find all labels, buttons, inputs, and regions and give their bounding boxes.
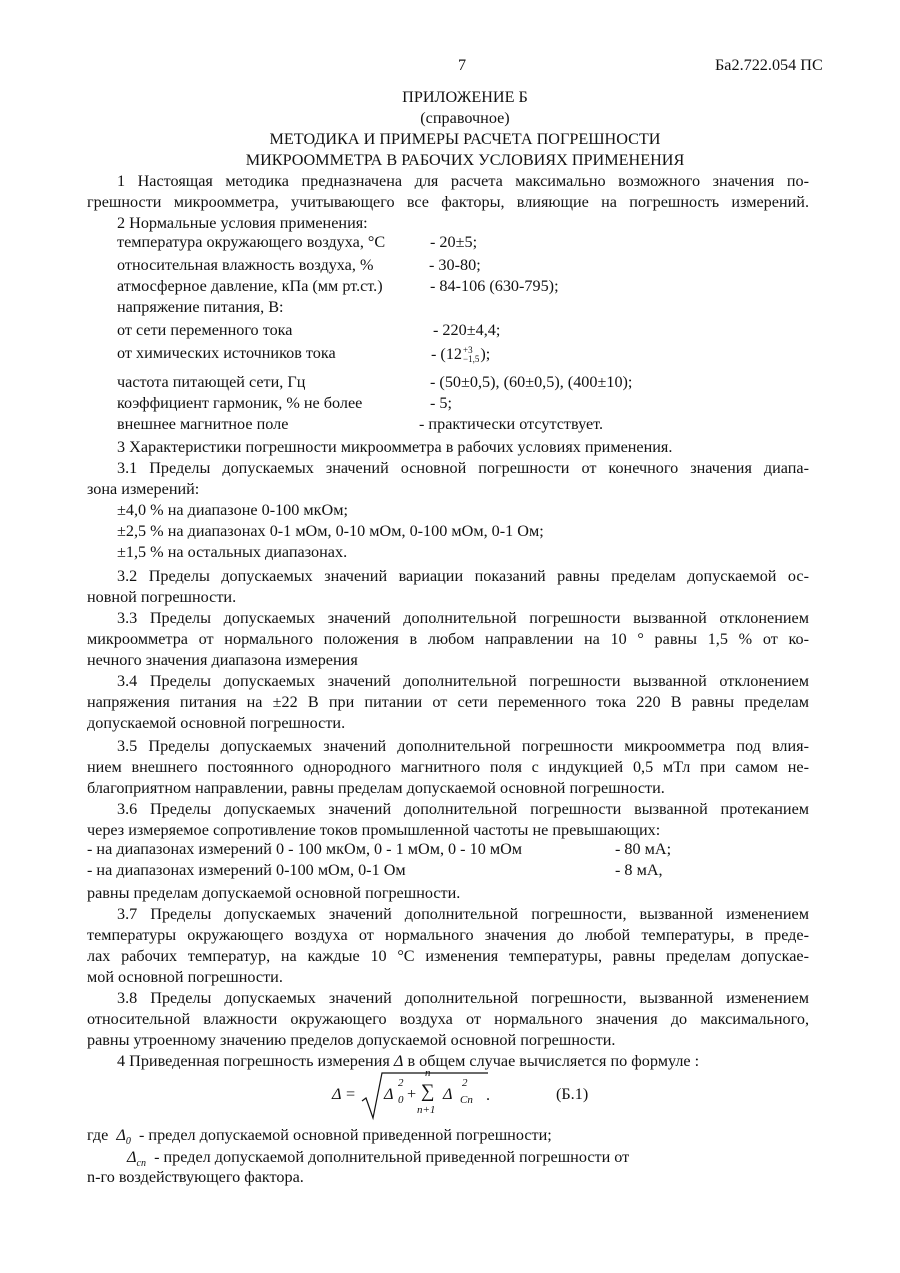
- para-3-6-line-1: 3.6 Пределы допускаемых значений дополнительной погрешности вызванной протеканием: [117, 800, 809, 818]
- condition-value: - 220±4,4;: [433, 321, 501, 339]
- sum-upper-limit: n: [425, 1067, 431, 1079]
- para-4-intro-text: 4 Приведенная погрешность измерения: [117, 1052, 394, 1070]
- para-3-2-line-1: 3.2 Пределы допускаемых значений вариации показаний равны пределам допускаемой ос-: [117, 567, 809, 585]
- para-3-4-line-2: напряжения питания на ±22 В при питании от сети переменного тока 220 В равны пределам: [87, 693, 809, 711]
- battery-voltage-suffix: );: [480, 345, 491, 363]
- accuracy-item: ±1,5 % на остальных диапазонах.: [117, 543, 348, 561]
- current-limit-value: - 8 мА,: [615, 861, 663, 879]
- document-code: Ба2.722.054 ПС: [715, 56, 823, 74]
- battery-voltage-nominal: - (12: [431, 345, 463, 363]
- current-limit-label: - на диапазонах измерений 0-100 мОм, 0-1 Ом: [87, 861, 406, 879]
- delta-cn-definition: - предел допускаемой дополнительной приведенной погрешности от: [154, 1148, 630, 1166]
- para-3-7-line-4: мой основной погрешности.: [87, 968, 283, 986]
- accuracy-item: ±4,0 % на диапазоне 0-100 мкОм;: [117, 501, 348, 519]
- condition-value: - 30-80;: [429, 256, 481, 274]
- condition-label: от химических источников тока: [117, 344, 336, 362]
- accuracy-item: ±2,5 % на диапазонах 0-1 мОм, 0-10 мОм, 0-100 мОм, 0-1 Ом;: [117, 522, 544, 540]
- dcn-line-continuation: n-го воздействующего фактора.: [87, 1168, 304, 1186]
- condition-value: - 20±5;: [430, 233, 478, 251]
- title-line-2: МИКРООММЕТРА В РАБОЧИХ УСЛОВИЯХ ПРИМЕНЕНИЯ: [245, 151, 685, 169]
- condition-label: относительная влажность воздуха, %: [117, 256, 374, 274]
- title-line-1: МЕТОДИКА И ПРИМЕРЫ РАСЧЕТА ПОГРЕШНОСТИ: [269, 130, 661, 148]
- delta-0-definition: - предел допускаемой основной приведенной погрешности;: [138, 1126, 552, 1144]
- para-3-6-line-5: равны пределам допускаемой основной погрешности.: [87, 884, 461, 902]
- formula-equals: =: [346, 1085, 356, 1103]
- battery-voltage-value: [431, 340, 490, 368]
- para-3-7-line-3: лах рабочих температур, на каждые 10 °С изменения температуры, равны пределам допускае-: [87, 947, 809, 965]
- para-3-1-line-1: 3.1 Пределы допускаемых значений основной погрешности от конечного значения диапа-: [117, 459, 809, 477]
- formula-delta-cn: Δ: [443, 1085, 453, 1103]
- formula-delta-0-power: 2: [398, 1077, 404, 1089]
- delta-cn-index: cn: [136, 1158, 146, 1170]
- para-3-7-line-1: 3.7 Пределы допускаемых значений дополнительной погрешности, вызванной изменением: [117, 905, 809, 923]
- condition-label: температура окружающего воздуха, °С: [117, 233, 386, 251]
- appendix-heading: ПРИЛОЖЕНИЕ Б: [402, 88, 528, 106]
- para-3-5-line-1: 3.5 Пределы допускаемых значений дополнительной погрешности микроомметра под влия-: [117, 737, 809, 755]
- para-3-2-line-2: новной погрешности.: [87, 588, 237, 606]
- page-number: 7: [458, 56, 467, 74]
- condition-label: атмосферное давление, кПа (мм рт.ст.): [117, 277, 383, 295]
- para-3-1-line-2: зона измерений:: [87, 480, 200, 498]
- para-2-heading: 2 Нормальные условия применения:: [117, 214, 368, 232]
- condition-value: - практически отсутствует.: [419, 415, 604, 433]
- condition-label: внешнее магнитное поле: [117, 415, 289, 433]
- para-1-line-1: 1 Настоящая методика предназначена для расчета максимально возможного значения по-: [117, 172, 809, 190]
- para-3-3-line-2: микроомметра от нормального положения в любом направлении на 10 ° равны 1,5 % от ко-: [87, 630, 809, 648]
- formula-plus: +: [407, 1085, 417, 1103]
- para-1-line-2: грешности микроомметра, учитывающего все факторы, влияющие на погрешность измерений.: [87, 193, 809, 211]
- delta-0-symbol: Δ: [116, 1126, 126, 1144]
- formula-number: (Б.1): [556, 1085, 589, 1103]
- where-word: где: [87, 1126, 109, 1144]
- para-4-intro-text: в общем случае вычисляется по формуле :: [403, 1052, 700, 1070]
- para-3-5-line-2: нием внешнего постоянного однородного магнитного поля с индукцией 0,5 мТл при самом не-: [87, 758, 809, 776]
- condition-label: напряжение питания, В:: [117, 298, 284, 316]
- para-3-heading: 3 Характеристики погрешности микроомметра в рабочих условиях применения.: [117, 438, 673, 456]
- appendix-type: (справочное): [420, 109, 510, 127]
- condition-label: частота питающей сети, Гц: [117, 373, 306, 391]
- formula-delta-0-index: 0: [398, 1094, 404, 1106]
- delta-0-index: 0: [125, 1136, 131, 1148]
- para-3-7-line-2: температуры окружающего воздуха от нормального значения до любой температуры, в преде-: [87, 926, 809, 944]
- para-3-8-line-2: относительной влажности окружающего воздуха от нормального значения до максимального,: [87, 1010, 809, 1028]
- formula-delta-cn-power: 2: [462, 1077, 468, 1089]
- para-3-3-line-1: 3.3 Пределы допускаемых значений дополнительной погрешности вызванной отклонением: [117, 609, 809, 627]
- delta-cn-symbol: Δ: [127, 1148, 137, 1166]
- sum-lower-limit: n+1: [417, 1104, 436, 1116]
- para-3-4-line-1: 3.4 Пределы допускаемых значений дополнительной погрешности вызванной отклонением: [117, 672, 809, 690]
- sum-sign: ∑: [421, 1081, 435, 1102]
- tolerance-lower: −1,5: [463, 354, 480, 365]
- dcn-line: [127, 1148, 629, 1169]
- condition-value: - (50±0,5), (60±0,5), (400±10);: [430, 373, 633, 391]
- condition-label: коэффициент гармоник, % не более: [117, 394, 363, 412]
- where-line: [87, 1126, 552, 1147]
- para-3-6-line-2: через измеряемое сопротивление токов промышленной частоты не превышающих:: [87, 821, 661, 839]
- condition-value: - 84-106 (630-795);: [430, 277, 559, 295]
- delta-symbol: Δ: [393, 1052, 404, 1070]
- tolerance-upper: +3: [463, 345, 473, 356]
- para-3-4-line-3: допускаемой основной погрешности.: [87, 714, 346, 732]
- para-3-8-line-3: равны утроенному значению пределов допускаемой основной погрешности.: [87, 1031, 616, 1049]
- condition-label: от сети переменного тока: [117, 321, 293, 339]
- current-limit-value: - 80 мА;: [615, 840, 672, 858]
- formula-delta-0: Δ: [384, 1085, 394, 1103]
- para-3-3-line-3: нечного значения диапазона измерения: [87, 651, 358, 669]
- tolerance-stack: [463, 346, 479, 364]
- formula-delta-cn-index: Cn: [460, 1094, 473, 1106]
- condition-value: - 5;: [430, 394, 453, 412]
- formula-period: .: [486, 1086, 491, 1104]
- para-3-5-line-3: благоприятном направлении, равны пределам допускаемой основной погрешности.: [87, 779, 665, 797]
- current-limit-label: - на диапазонах измерений 0 - 100 мкОм, 0 - 1 мОм, 0 - 10 мОм: [87, 840, 523, 858]
- para-4-intro: [117, 1050, 809, 1072]
- formula-lhs-delta: Δ: [332, 1085, 342, 1103]
- para-3-8-line-1: 3.8 Пределы допускаемых значений дополнительной погрешности, вызванной изменением: [117, 989, 809, 1007]
